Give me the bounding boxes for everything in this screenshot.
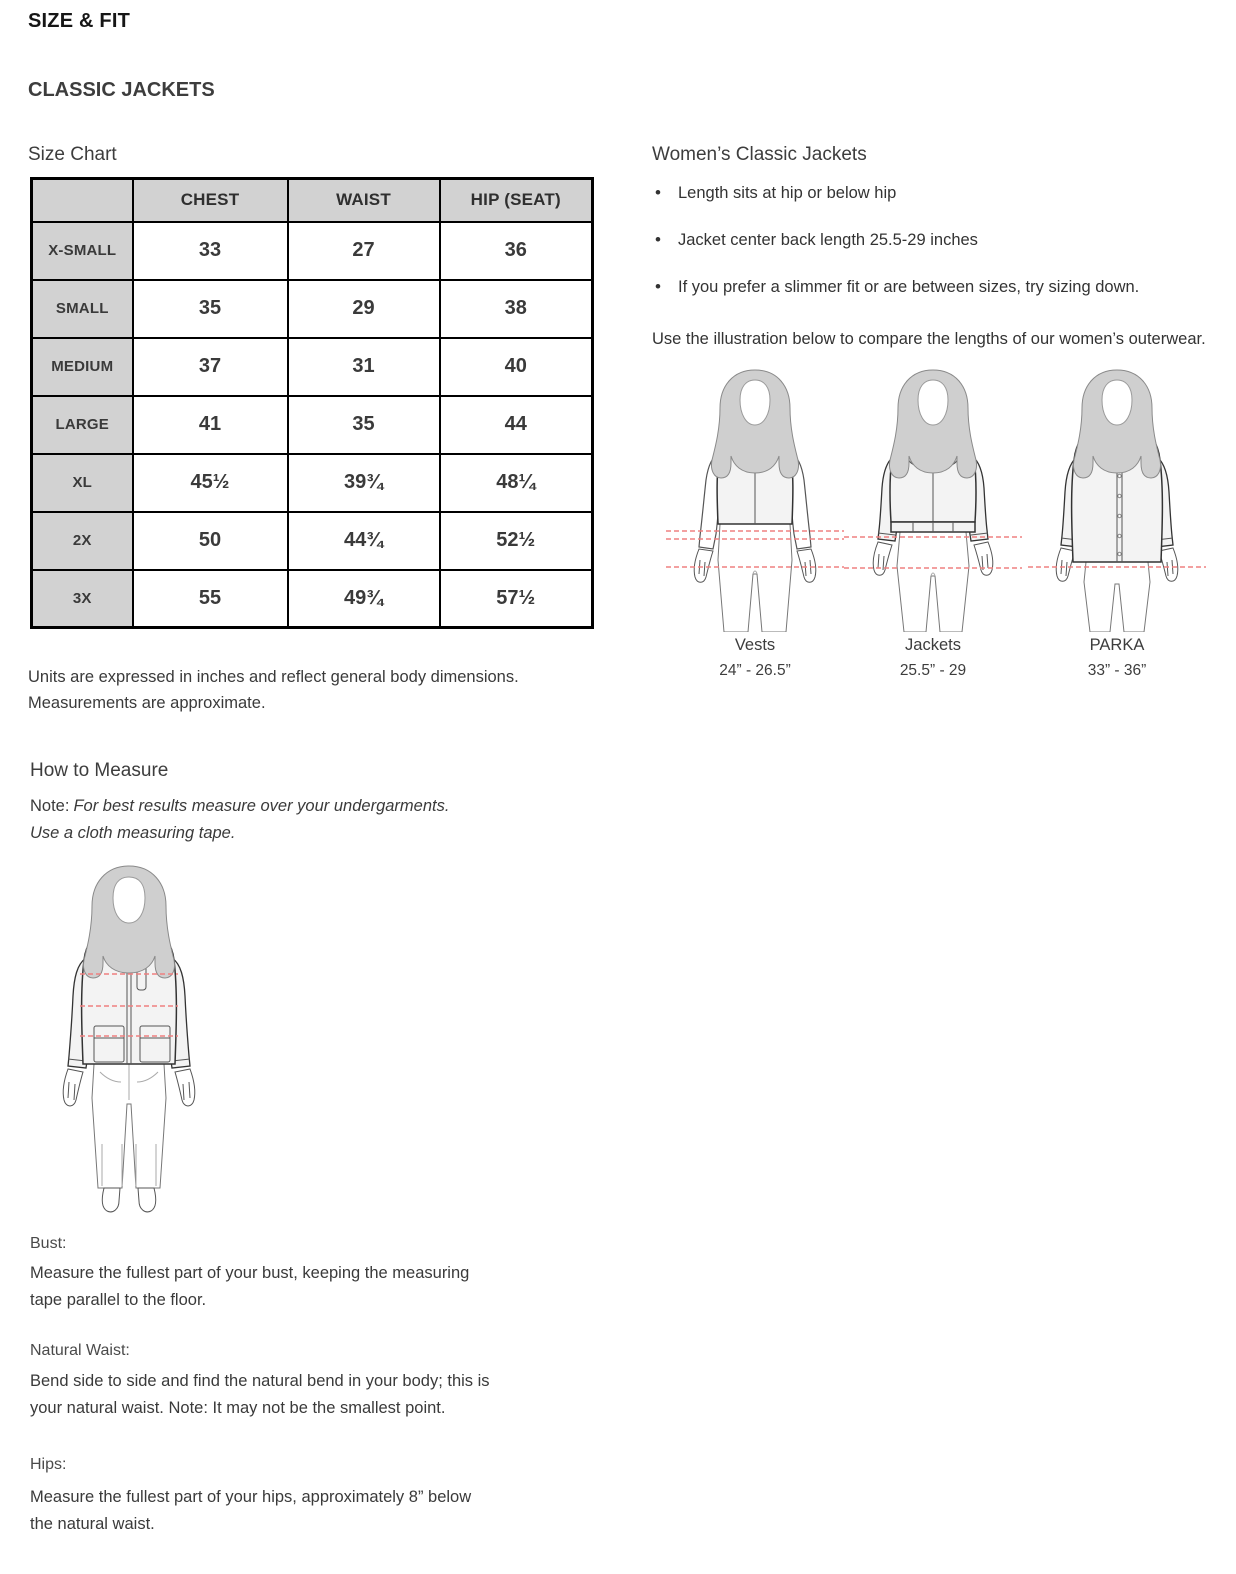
table-row [32,280,593,338]
cell-hip: 40 [440,338,593,396]
cell-hip: 38 [440,280,593,338]
row-label: X-SMALL [32,222,133,280]
note-text: For best results measure over your undergarments. Use a cloth measuring tape. [30,797,450,842]
chart-footnote: Units are expressed in inches and reflect general body dimensions. Measurements are approximate. [28,668,519,712]
measure-note [30,793,482,847]
illustration-intro: Use the illustration below to compare the lengths of our women’s outerwear. [652,330,1206,348]
cell-chest: 50 [133,512,288,570]
parka-illustration [1022,364,1212,632]
cell-waist: 27 [288,222,440,280]
measure-figure-illustration [28,856,233,1221]
row-label: MEDIUM [32,338,133,396]
garment-length-range: 25.5” - 29 [899,662,967,679]
cell-hip: 44 [440,396,593,454]
jacket-illustration [838,364,1028,632]
cell-waist: 44¾ [288,512,440,570]
table-row [32,570,593,628]
cell-chest: 35 [133,280,288,338]
size-chart-table [30,177,594,629]
garment-label: Vests [734,636,776,654]
bullet-item: • Jacket center back length 25.5-29 inches [652,228,1212,252]
size-chart-heading: Size Chart [28,144,117,165]
parka-figure [1022,364,1212,680]
row-label: SMALL [32,280,133,338]
cell-chest: 55 [133,570,288,628]
table-row [32,512,593,570]
jackets-bullet-list [652,181,1212,322]
natural-waist-text: Bend side to side and find the natural bend in your body; this is your natural waist. Note: It may not be the smallest point. [30,1372,490,1417]
hips-label: Hips: [30,1456,67,1473]
cell-hip: 48¼ [440,454,593,512]
bullet-item: • If you prefer a slimmer fit or are between sizes, try sizing down. [652,275,1212,299]
page-subtitle: CLASSIC JACKETS [28,79,215,101]
table-row [32,454,593,512]
row-label: 3X [32,570,133,628]
jacket-figure [838,364,1028,680]
row-label: 2X [32,512,133,570]
bullet-item: • Length sits at hip or below hip [652,181,1212,205]
womens-classic-jackets-heading: Women’s Classic Jackets [652,144,867,165]
cell-waist: 49¾ [288,570,440,628]
cell-hip: 52½ [440,512,593,570]
garment-label: Jackets [905,636,961,654]
cell-hip: 57½ [440,570,593,628]
table-row [32,338,593,396]
vest-figure [660,364,850,680]
cell-waist: 29 [288,280,440,338]
row-label: XL [32,454,133,512]
cell-chest: 45½ [133,454,288,512]
column-header-hip: HIP (SEAT) [440,179,593,222]
column-header-waist: WAIST [288,179,440,222]
note-label: Note: [30,797,70,815]
cell-waist: 31 [288,338,440,396]
table-row [32,396,593,454]
natural-waist-label: Natural Waist: [30,1342,130,1359]
cell-chest: 41 [133,396,288,454]
page-title: SIZE & FIT [28,10,130,32]
garment-label: PARKA [1089,636,1145,654]
how-to-measure-heading: How to Measure [30,760,169,781]
garment-length-range: 24” - 26.5” [719,662,791,679]
cell-chest: 37 [133,338,288,396]
cell-hip: 36 [440,222,593,280]
cell-waist: 39¾ [288,454,440,512]
corner-cell [32,179,133,222]
column-header-chest: CHEST [133,179,288,222]
garment-length-range: 33” - 36” [1087,662,1147,679]
row-label: LARGE [32,396,133,454]
bust-label: Bust: [30,1235,67,1252]
bust-text: Measure the fullest part of your bust, keeping the measuring tape parallel to the floor. [30,1264,470,1309]
cell-waist: 35 [288,396,440,454]
vest-illustration [660,364,850,632]
table-header-row [32,179,593,222]
hips-text: Measure the fullest part of your hips, approximately 8” below the natural waist. [30,1488,472,1533]
cell-chest: 33 [133,222,288,280]
table-row [32,222,593,280]
